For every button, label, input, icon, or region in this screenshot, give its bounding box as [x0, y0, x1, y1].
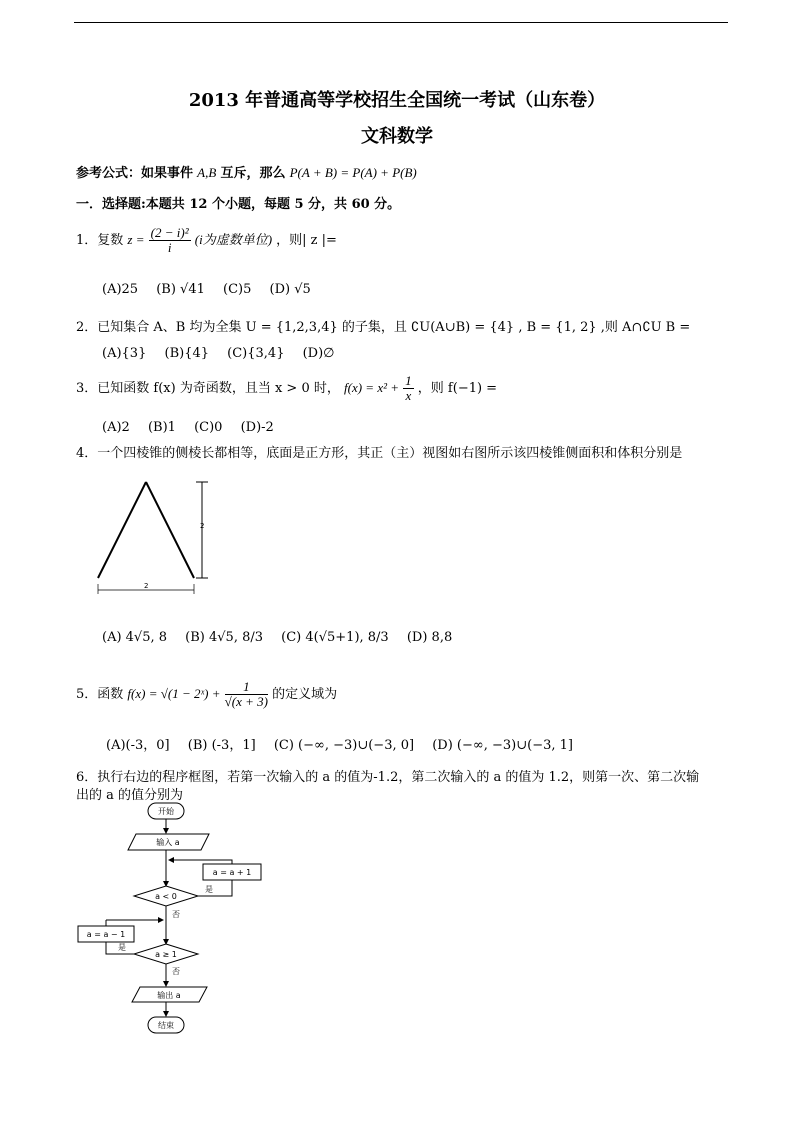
q1-option-a: (A)25: [102, 282, 139, 297]
q1-denominator: i: [167, 240, 172, 255]
q5-denominator: √(x + 3): [224, 694, 268, 709]
q1-stem: [76, 226, 337, 255]
flow-decrement-label: a = a − 1: [86, 930, 126, 939]
q3-fraction: [403, 374, 414, 403]
q4-stem: 4．一个四棱锥的侧棱长都相等，底面是正方形，其正（主）视图如右图所示该四棱锥侧面积和体积分别是: [76, 446, 683, 461]
q4-option-a: (A) 4√5, 8: [102, 630, 168, 645]
q1-option-c: (C)5: [223, 282, 252, 297]
q3-option-d: (D)-2: [240, 420, 274, 435]
formula-label: 参考公式：如果事件: [76, 166, 194, 181]
q2-option-d: (D)∅: [302, 346, 335, 361]
q4-option-c: (C) 4(√5+1), 8/3: [281, 630, 389, 645]
q5-numerator: 1: [225, 680, 268, 695]
base-label: 2: [144, 582, 149, 590]
flow-cond2-label: a ≥ 1: [155, 950, 177, 959]
q3-fx: f(x) = x² +: [344, 380, 400, 395]
q5-options: [106, 734, 587, 753]
q3-denominator: x: [405, 388, 412, 403]
q5-fx: f(x) = √(1 − 2ˣ) +: [127, 686, 221, 701]
q3-numerator: 1: [405, 373, 412, 388]
left-edge: [98, 482, 146, 578]
q1-fraction: [149, 226, 191, 255]
q5-stem-a: 5．函数: [76, 687, 124, 702]
flow-input-label: 输入 a: [156, 838, 180, 847]
q2-option-b: (B){4}: [164, 346, 210, 361]
q1-stem-a: 1．复数: [76, 233, 124, 248]
q5-option-a: (A)(-3，0]: [106, 738, 170, 753]
q3-stem-b: ，则 f(−1) =: [417, 381, 498, 396]
q5-option-b: (B) (-3，1]: [187, 738, 256, 753]
q2-options: [102, 346, 349, 361]
height-label: 2: [200, 522, 205, 530]
q1-option-b: (B) √41: [156, 282, 205, 297]
flow-no2: 否: [172, 967, 180, 976]
q3-option-b: (B)1: [147, 420, 176, 435]
q3-stem: [76, 374, 497, 403]
q1-options: [102, 282, 325, 297]
formula-mid: 互斥，那么: [220, 166, 286, 181]
flow-cond1-label: a < 0: [155, 892, 177, 901]
q3-option-c: (C)0: [194, 420, 223, 435]
q5-stem: [76, 680, 337, 709]
flowchart: [74, 800, 274, 1038]
q2-option-c: (C){3,4}: [227, 346, 285, 361]
q4-option-d: (D) 8,8: [406, 630, 453, 645]
q5-option-d: (D) (−∞, −3)∪(−3, 1]: [432, 738, 573, 753]
q1-option-d: (D) √5: [269, 282, 311, 297]
line-cond1-yes: [198, 880, 232, 896]
formula-expr: P(A + B) = P(A) + P(B): [289, 165, 417, 180]
line-increment-top: [203, 860, 232, 864]
exam-title: 2013 年普通高等学校招生全国统一考试（山东卷）: [188, 90, 606, 111]
q5-option-c: (C) (−∞, −3)∪(−3, 0]: [273, 738, 415, 753]
q1-note: (i为虚数单位): [194, 232, 273, 247]
q4-options: [102, 630, 466, 645]
formula-events: A,B: [197, 165, 217, 180]
flow-end-label: 结束: [158, 1021, 174, 1030]
flow-yes2: 是: [118, 943, 126, 952]
q3-option-a: (A)2: [102, 420, 130, 435]
q1-z: z =: [127, 232, 145, 247]
exam-subtitle: 文科数学: [361, 126, 433, 147]
reference-formula: [76, 162, 417, 181]
flow-output-label: 输出 a: [157, 991, 181, 1000]
q5-stem-b: 的定义域为: [272, 687, 338, 702]
flow-increment-label: a = a + 1: [212, 868, 252, 877]
header-rule: [74, 22, 728, 23]
q6-stem-line2: 出的 a 的值分别为: [76, 788, 184, 803]
q3-options: [102, 420, 288, 435]
flow-start-label: 开始: [158, 807, 174, 816]
q5-fraction: [225, 680, 268, 709]
right-edge: [146, 482, 194, 578]
flow-yes1: 是: [205, 885, 213, 894]
q2-stem: 2．已知集合 A、B 均为全集 U = {1,2,3,4} 的子集，且 ∁U(A∪B) = {4} , B = {1, 2} ,则 A∩∁U B =: [76, 320, 691, 335]
q1-numerator: (2 − i)²: [150, 225, 189, 240]
q3-stem-a: 3．已知函数 f(x) 为奇函数，且当 x > 0 时，: [76, 381, 340, 396]
q4-option-b: (B) 4√5, 8/3: [185, 630, 264, 645]
flow-no1: 否: [172, 910, 180, 919]
q6-stem-line1: 6．执行右边的程序框图，若第一次输入的 a 的值为-1.2，第二次输入的 a 的值为 1.2，则第一次、第二次输: [76, 770, 700, 785]
section-heading: 一．选择题:本题共 12 个小题，每题 5 分，共 60 分。: [76, 197, 401, 212]
q2-option-a: (A){3}: [102, 346, 147, 361]
q1-stem-b: ，则| z |=: [276, 233, 337, 248]
pyramid-front-view: [90, 476, 220, 601]
